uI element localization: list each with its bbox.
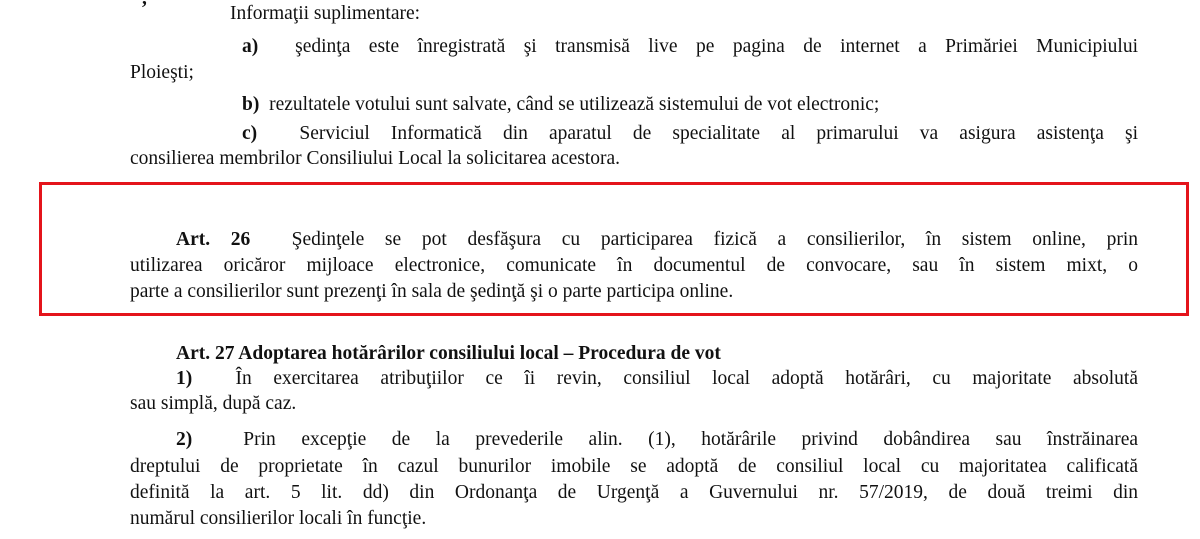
item-text: rezultatele votului sunt salvate, când se utilizează sistemului de vot electronic; [269,94,880,115]
item-text: Serviciul Informatică din aparatul de specialitate al primarului va asigura asistenţa şi [299,123,1138,144]
art26-line3: parte a consilierilor sunt prezenţi în sala de şedinţă şi o parte participa online. [130,281,734,302]
art27-p2-line4: numărul consilierilor locali în funcţie. [130,508,427,529]
clipped-next-line [200,530,530,539]
art27-p2-line3: definită la art. 5 lit. dd) din Ordonanţa de Urgenţă a Guvernului nr. 57/2019, de două treimi din [130,482,1138,503]
paragraph-number: 1) [176,368,193,389]
paragraph-number: 2) [176,429,193,450]
cut-off-text [142,0,147,10]
art27-heading: Art. 27 Adoptarea hotărârilor consiliului local – Procedura de vot [176,343,721,364]
info-item-b [242,93,879,117]
item-letter: a) [242,36,259,57]
info-heading: Informaţii suplimentare: [230,3,421,24]
info-item-c-continued: consilierea membrilor Consiliului Local la solicitarea acestora. [130,148,621,169]
art27-p1-line2: sau simplă, după caz. [130,393,297,414]
art27-p2-line2: dreptului de proprietate în cazul bunurilor imobile se adoptă de consiliul local cu majoritatea calificată [130,456,1138,477]
art27-p2-line1 [176,428,1138,452]
art26-text: Şedinţele se pot desfăşura cu participarea fizică a consilierilor, în sistem online, prin [291,229,1138,250]
paragraph-text: În exercitarea atribuţiilor ce îi revin, consiliul local adoptă hotărâri, cu majoritate absolută [235,368,1138,389]
info-item-c [242,122,1138,146]
item-letter: b) [242,94,260,115]
paragraph-text: Prin excepţie de la prevederile alin. (1), hotărârile privind dobândirea sau înstrăinarea [243,429,1138,450]
item-text: şedinţa este înregistrată şi transmisă live pe pagina de internet a Primăriei Municipiului [295,36,1139,57]
art26-line1 [176,228,1138,252]
art26-line2: utilizarea oricăror mijloace electronice, comunicate în documentul de convocare, sau în sistem mixt, o [130,255,1138,276]
info-item-a-continued: Ploieşti; [130,62,194,83]
info-item-a [242,35,1138,59]
art26-label: Art. 26 [176,229,251,250]
art27-p1-line1 [176,367,1138,391]
item-letter: c) [242,123,258,144]
